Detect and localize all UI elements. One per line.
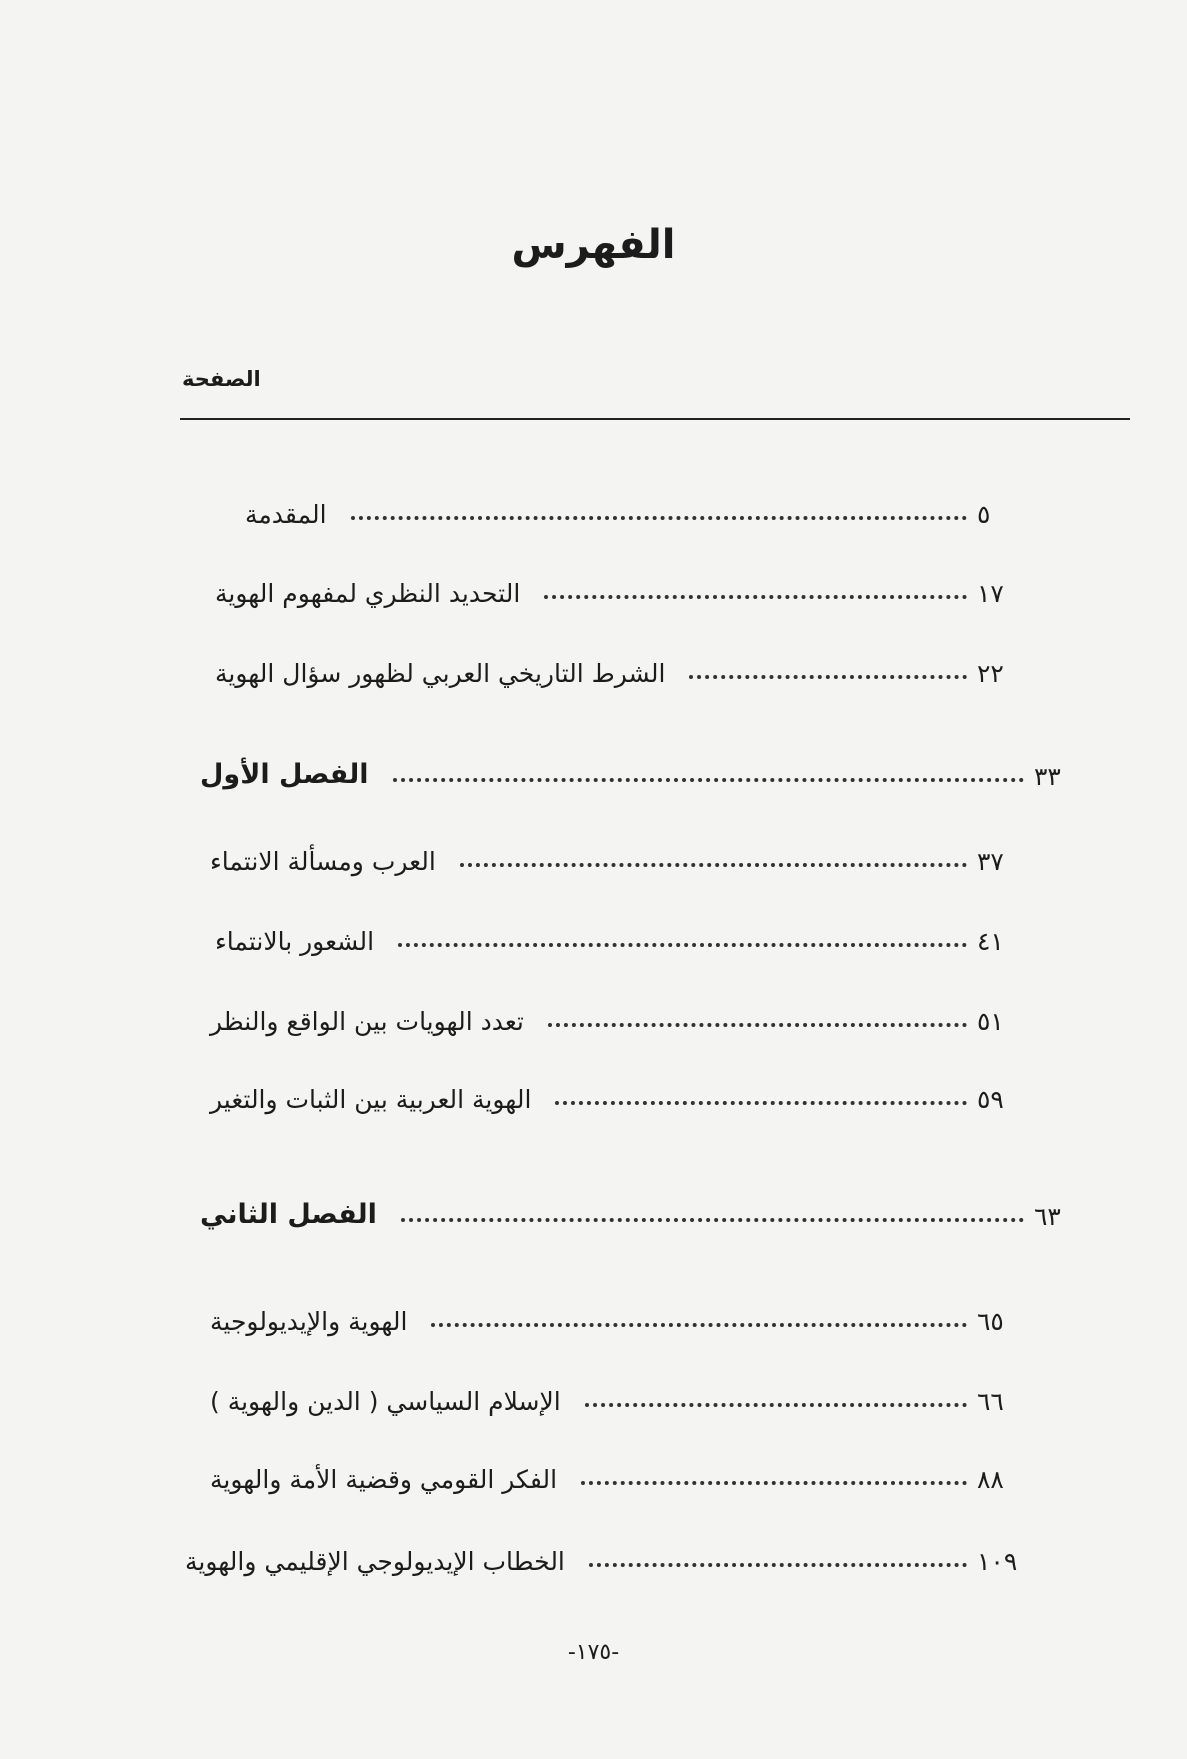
toc-leader-dots <box>393 778 1025 782</box>
toc-entry <box>210 1063 1047 1113</box>
toc-entry-page: ٥٩ <box>977 1084 1004 1114</box>
toc-leader-dots <box>689 675 967 679</box>
toc-leader-dots <box>398 943 967 947</box>
toc-entry-page: ٣٧ <box>977 846 1004 876</box>
toc-leader-dots <box>544 595 967 599</box>
toc-entry-page: ٥ <box>977 499 991 529</box>
toc-entry-page: ٦٥ <box>977 1306 1004 1336</box>
toc-chapter-entry <box>200 740 1104 790</box>
toc-leader-dots <box>431 1323 967 1327</box>
toc-leader-dots <box>548 1023 967 1027</box>
toc-entry-title: الشرط التاريخي العربي لظهور سؤال الهوية <box>215 658 666 688</box>
toc-entry-title: التحديد النظري لمفهوم الهوية <box>215 578 521 608</box>
toc-entry-title: الفكر القومي وقضية الأمة والهوية <box>210 1464 558 1494</box>
toc-entry <box>215 637 1047 687</box>
toc-entry <box>185 1525 1047 1575</box>
toc-entry-title: تعدد الهويات بين الواقع والنظر <box>210 1006 524 1036</box>
toc-entry <box>215 905 1047 955</box>
toc-entry <box>210 1285 1047 1335</box>
toc-chapter-title: الفصل الأول <box>200 759 369 791</box>
toc-entry-page: ٦٦ <box>977 1386 1004 1416</box>
toc-entry-title: العرب ومسألة الانتماء <box>210 846 436 876</box>
toc-chapter-entry <box>200 1180 1104 1230</box>
toc-leader-dots <box>351 516 967 520</box>
page-title: الفهرس <box>511 222 676 268</box>
toc-entry-page: ١٠٩ <box>977 1546 1018 1576</box>
toc-entry-page: ٢٢ <box>977 658 1004 688</box>
toc-leader-dots <box>460 863 967 867</box>
toc-entry <box>210 1443 1047 1493</box>
toc-leader-dots <box>555 1101 967 1105</box>
toc-entry <box>245 478 1047 528</box>
toc-entry-title: الشعور بالانتماء <box>215 926 375 956</box>
toc-entry <box>210 985 1047 1035</box>
toc-entry-page: ٦٣ <box>1034 1201 1061 1231</box>
toc-entry-page: ٣٣ <box>1034 761 1061 791</box>
toc-entry-title: الهوية العربية بين الثبات والتغير <box>210 1084 532 1114</box>
toc-entry-page: ١٧ <box>977 578 1004 608</box>
footer-page-number: -١٧٥- <box>567 1640 620 1665</box>
toc-leader-dots <box>589 1563 967 1567</box>
toc-entry-title: الخطاب الإيديولوجي الإقليمي والهوية <box>185 1546 565 1576</box>
toc-entry-page: ٤١ <box>977 926 1004 956</box>
toc-entry-page: ٥١ <box>977 1006 1004 1036</box>
header-rule <box>180 418 1130 420</box>
toc-chapter-title: الفصل الثاني <box>200 1199 377 1231</box>
toc-leader-dots <box>401 1218 1024 1222</box>
toc-entry-title: الهوية والإيديولوجية <box>210 1306 408 1336</box>
toc-entry <box>210 1365 1047 1415</box>
toc-entry-title: المقدمة <box>245 499 327 529</box>
toc-entry <box>215 557 1047 607</box>
toc-leader-dots <box>581 1481 967 1485</box>
toc-entry <box>210 825 1047 875</box>
toc-leader-dots <box>585 1403 967 1407</box>
toc-entry-page: ٨٨ <box>977 1464 1004 1494</box>
toc-entry-title: الإسلام السياسي ( الدين والهوية ) <box>210 1386 561 1416</box>
page-column-label: الصفحة <box>182 367 261 391</box>
